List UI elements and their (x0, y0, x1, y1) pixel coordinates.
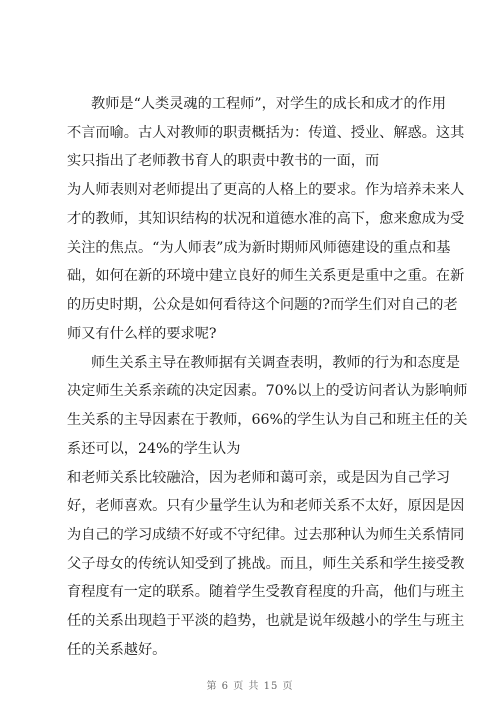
page-number-footer: 第 6 页 共 15 页 (206, 681, 294, 692)
text-line: 和老师关系比较融洽，因为老师和蔼可亲，或是因为自己学习 (67, 470, 451, 486)
text-line: 任的关系越好。 (67, 642, 167, 658)
text-line: 的历史时期，公众是如何看待这个问题的?而学生们对自己的老 (67, 297, 458, 313)
text-line: 才的教师，其知识结构的状况和道德水准的高下，愈来愈成为受 (67, 211, 465, 227)
text-line: 父子母女的传统认知受到了挑战。而且，师生关系和学生接受教 (67, 556, 465, 572)
text-line: 为自己的学习成绩不好或不守纪律。过去那种认为师生关系情同 (67, 527, 465, 543)
text-line: 育程度有一定的联系。随着学生受教育程度的升高，他们与班主 (67, 584, 465, 600)
text-line: 师生关系主导在教师据有关调查表明，教师的行为和态度是 (91, 355, 460, 371)
text-line: 础，如何在新的环境中建立良好的师生关系更是重中之重。在新 (67, 268, 465, 284)
text-line: 决定师生关系亲疏的决定因素。70%以上的受访问者认为影响师 (67, 383, 468, 399)
text-line: 教师是“人类灵魂的工程师”，对学生的成长和成才的作用 (91, 96, 447, 112)
text-line: 为人师表则对老师提出了更高的人格上的要求。作为培养未来人 (67, 182, 465, 198)
text-line: 系还可以，24%的学生认为 (67, 441, 241, 457)
text-line: 生关系的主导因素在于教师，66%的学生认为自己和班主任的关 (67, 412, 468, 428)
text-line: 实只指出了老师教书育人的职责中教书的一面，而 (67, 153, 380, 169)
text-line: 不言而喻。古人对教师的职责概括为：传道、授业、解惑。这其 (67, 125, 465, 141)
text-line: 任的关系出现趋于平淡的趋势，也就是说年级越小的学生与班主 (67, 613, 465, 629)
text-line: 关注的焦点。“为人师表”成为新时期师风师德建设的重点和基 (67, 240, 451, 256)
text-line: 好，老师喜欢。只有少量学生认为和老师关系不太好，原因是因 (67, 498, 465, 514)
text-line: 师又有什么样的要求呢? (67, 326, 217, 342)
